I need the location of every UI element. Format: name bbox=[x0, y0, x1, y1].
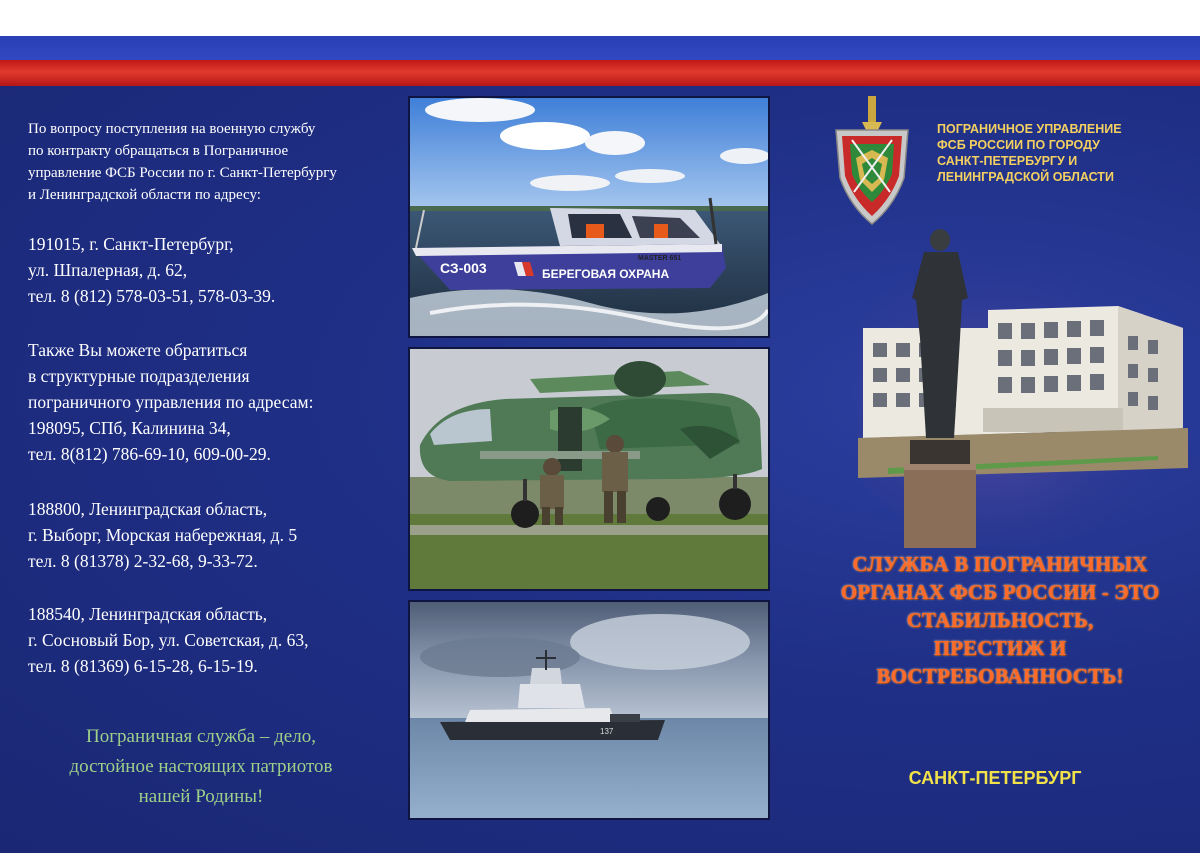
headline-line: ПРЕСТИЖ И bbox=[933, 636, 1067, 660]
organization-line: ПОГРАНИЧНОЕ УПРАВЛЕНИЕ bbox=[937, 122, 1122, 136]
sosnovy-bor-address bbox=[28, 601, 309, 679]
main-address bbox=[28, 231, 275, 309]
organization-name bbox=[937, 121, 1137, 185]
flag-stripe-blue bbox=[0, 36, 1200, 60]
address-line: в структурные подразделения bbox=[28, 366, 250, 386]
address-line: тел. 8(812) 786-69-10, 609-00-29. bbox=[28, 444, 271, 464]
slogan-line: Пограничная служба – дело, bbox=[86, 726, 316, 747]
intro-line: По вопросу поступления на военную службу bbox=[28, 121, 316, 137]
headline-line: СЛУЖБА В ПОГРАНИЧНЫХ bbox=[852, 552, 1148, 576]
address-line: 191015, г. Санкт-Петербург, bbox=[28, 234, 234, 254]
slogan-line: нашей Родины! bbox=[138, 786, 264, 807]
address-line: тел. 8 (81378) 2-32-68, 9-33-72. bbox=[28, 551, 258, 571]
intro-line: по контракту обращаться в Пограничное bbox=[28, 143, 289, 159]
coast-guard-boat-photo bbox=[408, 96, 770, 338]
address-line: 198095, СПб, Калинина 34, bbox=[28, 418, 231, 438]
headquarters-monument-image bbox=[858, 228, 1188, 548]
organization-line: ФСБ РОССИИ ПО ГОРОДУ bbox=[937, 138, 1100, 152]
patriot-slogan bbox=[28, 722, 374, 812]
headline-line: ВОСТРЕБОВАННОСТЬ! bbox=[876, 664, 1124, 688]
organization-line: САНКТ-ПЕТЕРБУРГУ И bbox=[937, 154, 1078, 168]
slogan-line: достойное настоящих патриотов bbox=[69, 756, 333, 777]
intro-line: управление ФСБ России по г. Санкт-Петербургу bbox=[28, 165, 337, 181]
boat-hull-number: СЗ-003 bbox=[440, 260, 487, 276]
flag-stripe-red bbox=[0, 60, 1200, 86]
helicopter-photo bbox=[408, 347, 770, 591]
intro-line: и Ленинградской области по адресу: bbox=[28, 187, 261, 203]
fsb-border-guard-emblem-icon bbox=[832, 96, 912, 226]
city-name: САНКТ-ПЕТЕРБУРГ bbox=[908, 768, 1082, 788]
top-margin bbox=[0, 0, 1200, 36]
address-line: г. Сосновый Бор, ул. Советская, д. 63, bbox=[28, 630, 309, 650]
address-line: г. Выборг, Морская набережная, д. 5 bbox=[28, 525, 298, 545]
address-line: тел. 8 (81369) 6-15-28, 6-15-19. bbox=[28, 656, 258, 676]
patrol-ship-photo bbox=[408, 600, 770, 820]
address-line: 188800, Ленинградская область, bbox=[28, 499, 268, 519]
intro-block bbox=[28, 118, 388, 206]
boat-hull-text: БЕРЕГОВАЯ ОХРАНА bbox=[542, 267, 670, 281]
address-line: 188540, Ленинградская область, bbox=[28, 604, 268, 624]
address-line: ул. Шпалерная, д. 62, bbox=[28, 260, 188, 280]
address-line: тел. 8 (812) 578-03-51, 578-03-39. bbox=[28, 286, 276, 306]
vyborg-address bbox=[28, 496, 297, 574]
organization-line: ЛЕНИНГРАДСКОЙ ОБЛАСТИ bbox=[937, 170, 1114, 184]
recruitment-headline bbox=[820, 550, 1180, 690]
headline-line: СТАБИЛЬНОСТЬ, bbox=[906, 608, 1094, 632]
address-line: пограничного управления по адресам: bbox=[28, 392, 314, 412]
headline-line: ОРГАНАХ ФСБ РОССИИ - ЭТО bbox=[840, 580, 1160, 604]
ship-hull-number: 137 bbox=[600, 727, 614, 736]
address-line: Также Вы можете обратиться bbox=[28, 340, 248, 360]
divisions-address bbox=[28, 337, 313, 467]
boat-brand: MASTER 651 bbox=[638, 255, 682, 262]
